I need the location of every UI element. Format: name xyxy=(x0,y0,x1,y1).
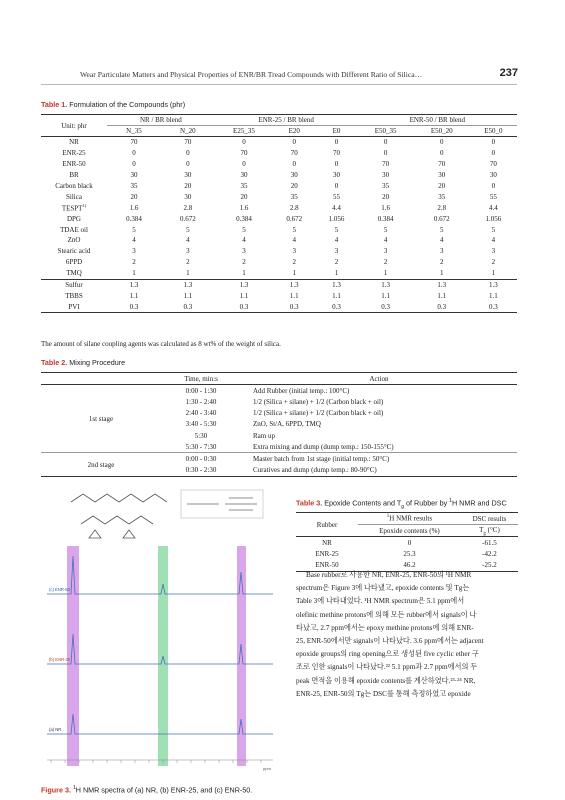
table-cell: 35 xyxy=(130,182,138,190)
table-cell: 4 xyxy=(292,236,296,245)
table-cell: 0 xyxy=(132,149,136,158)
paragraph-line: Table 3에 나타내었다. ¹H NMR spectrum은 5.1 ppm에서 xyxy=(296,597,465,606)
header-dsc: DSC results xyxy=(461,513,518,525)
row-label-text: ENR-25 xyxy=(62,149,86,158)
table-cell: 0 xyxy=(440,138,444,147)
row-label xyxy=(41,137,107,148)
table-cell: 3 xyxy=(292,247,296,256)
table-cell: 1.6 xyxy=(381,203,391,212)
group-header: ENR-25 / BR blend xyxy=(215,115,358,126)
x-axis-unit: ppm xyxy=(263,766,271,771)
tg-cell: -25.2 xyxy=(482,561,497,570)
table-cell: 0 xyxy=(334,182,339,190)
table-cell: 70 xyxy=(489,160,497,169)
column-header: E0 xyxy=(332,127,341,135)
table-cell: 0.672 xyxy=(433,214,450,223)
table-cell: 1.3 xyxy=(289,281,299,290)
row-label-text: Sulfur xyxy=(65,281,83,290)
row-label-text: 6PPD xyxy=(65,258,83,267)
action-cell: ZnO, St/A, 6PPD, TMQ xyxy=(253,420,321,429)
table-cell: 0 xyxy=(383,149,388,158)
nmr-figure xyxy=(41,484,279,777)
table-cell: 1.3 xyxy=(437,281,447,290)
table-cell: 0 xyxy=(491,182,496,190)
column-header: E50_20 xyxy=(430,127,453,135)
trace-label-a: (a) NR xyxy=(49,727,62,732)
page-number: 237 xyxy=(499,67,518,79)
table-cell: 2 xyxy=(292,258,296,267)
header-tg: $T_g$ (°C) xyxy=(479,525,500,536)
header-action: Action xyxy=(369,374,389,383)
row-label-text: ENR-50 xyxy=(62,160,86,169)
row-label xyxy=(41,170,107,181)
row-label xyxy=(41,279,107,290)
table1 xyxy=(41,114,517,313)
table-row xyxy=(41,181,517,192)
table-cell: 4 xyxy=(242,236,246,245)
table-cell: 5 xyxy=(440,225,444,234)
table-cell: 3 xyxy=(186,247,190,256)
table-cell: 0.3 xyxy=(239,302,249,311)
header-nmr: $^1$H NMR results xyxy=(358,513,461,525)
table-cell: 0 xyxy=(186,149,190,158)
action-cell: 1/2 (Silica + silane) + 1/2 (Carbon black + oil) xyxy=(253,409,384,418)
tg-cell: -42.2 xyxy=(482,550,497,559)
table-cell: 1.3 xyxy=(381,281,391,290)
group-header: NR / BR blend xyxy=(107,115,215,126)
row-label-text: TMQ xyxy=(66,269,82,278)
table-cell: 5 xyxy=(132,225,136,234)
header-epoxide: Epoxide contents (%) xyxy=(379,526,440,535)
row-label-text: ZnO xyxy=(67,236,81,245)
table-cell: 4 xyxy=(132,236,136,245)
table-cell: 20 xyxy=(438,182,446,190)
table-row xyxy=(41,268,517,279)
table-cell: 35 xyxy=(382,182,390,190)
table-row xyxy=(41,257,517,268)
row-label xyxy=(41,235,107,246)
table-cell: 1 xyxy=(491,269,496,278)
table2-caption: Table 2. Mixing Procedure xyxy=(41,358,126,367)
column-header: E20 xyxy=(288,127,300,135)
table-cell: 30 xyxy=(438,171,446,180)
table-cell: 0 xyxy=(292,160,296,169)
table-cell: 0.384 xyxy=(126,214,142,223)
table-cell: 30 xyxy=(184,171,192,180)
table-cell: 0 xyxy=(440,149,444,158)
row-label xyxy=(41,202,107,213)
table-row xyxy=(41,191,517,202)
table-cell: 1.056 xyxy=(328,214,345,223)
table-cell: 1.3 xyxy=(332,281,341,290)
header-time: Time, min:s xyxy=(184,374,218,383)
row-label xyxy=(41,268,107,279)
row-label xyxy=(41,301,107,312)
paragraph-line: 조로 인한 signals이 나타났다.²² 5.1 ppm과 2.7 ppm에서의 두 xyxy=(296,663,478,672)
table-cell: 4 xyxy=(491,236,496,245)
table-cell: 0.3 xyxy=(289,302,299,311)
table-cell: 5 xyxy=(334,225,339,234)
table-cell: 0 xyxy=(242,138,246,147)
table-cell: 0 xyxy=(132,160,136,169)
table-cell: 70 xyxy=(382,160,390,169)
row-label-text: Silica xyxy=(66,192,82,201)
time-cell: 0:00 - 0:30 xyxy=(185,454,217,463)
row-label xyxy=(41,213,107,224)
table-cell: 0 xyxy=(334,138,339,147)
row-label-text: Stearic acid xyxy=(57,247,91,256)
table-cell: 1.3 xyxy=(239,281,249,290)
table-cell: 0 xyxy=(383,138,388,147)
table-row xyxy=(41,290,517,301)
table-row xyxy=(41,279,517,290)
row-label-text: TDAE oil xyxy=(60,225,88,234)
column-header: E50_0 xyxy=(484,127,503,135)
table-cell: 0.3 xyxy=(489,302,498,311)
table-cell: 30 xyxy=(184,192,192,201)
table-cell: 2 xyxy=(186,258,190,267)
table-cell: 20 xyxy=(382,192,390,201)
table-row xyxy=(41,148,517,159)
table-cell: 70 xyxy=(332,149,340,158)
table-cell: 0 xyxy=(334,160,339,169)
trace-label-b: (b) ENR-25 xyxy=(49,657,71,662)
figure3-caption: Figure 3. $^1$H NMR spectra of (a) NR, (b) ENR-25, and (c) ENR-50. xyxy=(41,785,253,795)
row-label xyxy=(41,257,107,268)
table-cell: 1.3 xyxy=(129,281,139,290)
row-label xyxy=(41,148,107,159)
table-cell: 55 xyxy=(489,192,497,201)
body-paragraph xyxy=(296,569,517,701)
action-cell: 1/2 (Silica + silane) + 1/2 (Carbon black + oil) xyxy=(253,397,384,406)
row-label-footnote: 1) xyxy=(82,203,87,209)
time-cell: 5:30 - 7:30 xyxy=(185,442,217,451)
paragraph-line: spectrum은 Figure 3에 나타냈고, epoxide contents 및 Tg는 xyxy=(296,584,470,593)
table1-caption: Table 1. Formulation of the Compounds (phr) xyxy=(41,100,186,109)
table-cell: 1.1 xyxy=(183,291,193,300)
table-cell: 5 xyxy=(383,225,388,234)
table-cell: 2 xyxy=(383,258,388,267)
rubber-cell: NR xyxy=(322,538,332,547)
table-cell: 1.1 xyxy=(239,291,249,300)
paragraph-line: olefinic methine protons에 의해 모든 rubber에서 signals이 나 xyxy=(296,610,477,619)
row-label-text: DPG xyxy=(66,214,81,223)
group-header: ENR-50 / BR blend xyxy=(358,115,517,126)
table-cell: 30 xyxy=(382,171,390,180)
table-cell: 3 xyxy=(440,247,444,256)
paragraph-line: epoxide groups의 ring opening으로 생성된 five cyclic ether 구 xyxy=(296,650,479,659)
table-cell: 5 xyxy=(186,225,190,234)
table-cell: 1.1 xyxy=(381,291,391,300)
table-cell: 1 xyxy=(132,269,136,278)
table-cell: 2.8 xyxy=(437,203,447,212)
action-cell: Add Rubber (initial temp.: 100°C) xyxy=(253,386,350,395)
table-cell: 0.384 xyxy=(236,214,252,223)
table-cell: 1.6 xyxy=(129,203,139,212)
stage-label: 2nd stage xyxy=(87,460,115,469)
running-title: Wear Particulate Matters and Physical Properties of ENR/BR Tread Compounds with Different Ratio of Silica… xyxy=(80,70,423,79)
table-cell: 2 xyxy=(242,258,246,267)
table-cell: 3 xyxy=(383,247,388,256)
table-cell: 0 xyxy=(491,138,496,147)
row-label xyxy=(41,191,107,202)
table-cell: 0 xyxy=(186,160,190,169)
paragraph-line: 타났고, 2.7 ppm에서는 epoxy methine protons에 의해 ENR- xyxy=(296,623,474,632)
row-label xyxy=(41,290,107,301)
rubber-cell: ENR-50 xyxy=(315,561,339,570)
row-label xyxy=(41,224,107,235)
row-label-text: TESPT xyxy=(61,204,83,213)
table-cell: 30 xyxy=(489,171,497,180)
table-cell: 4 xyxy=(440,236,444,245)
table-cell: 3 xyxy=(491,247,496,256)
table-row xyxy=(41,213,517,224)
table-cell: 1 xyxy=(334,269,339,278)
table-cell: 2 xyxy=(334,258,339,267)
table-cell: 70 xyxy=(240,149,248,158)
table-cell: 2 xyxy=(491,258,496,267)
time-cell: 5:30 xyxy=(194,431,208,440)
table-cell: 4 xyxy=(186,236,190,245)
table3 xyxy=(296,512,518,572)
table-cell: 0.384 xyxy=(377,214,394,223)
action-cell: Ram up xyxy=(253,431,275,440)
table-cell: 0.3 xyxy=(437,302,447,311)
table-cell: 1.1 xyxy=(489,291,498,300)
table-row xyxy=(296,537,518,549)
table-cell: 1 xyxy=(292,269,296,278)
table-row xyxy=(41,137,517,148)
table-row xyxy=(41,385,517,397)
table-cell: 55 xyxy=(332,192,340,201)
epoxide-cell: 25.3 xyxy=(403,550,416,559)
trace-label-c: (c) ENR-50 xyxy=(49,587,70,592)
table-cell: 70 xyxy=(184,138,192,147)
table-cell: 30 xyxy=(290,171,298,180)
rubber-cell: ENR-25 xyxy=(315,550,339,559)
header-rule xyxy=(41,84,517,85)
table-cell: 1.3 xyxy=(489,281,498,290)
row-label xyxy=(41,181,107,192)
column-header: N_20 xyxy=(180,127,196,135)
table-cell: 4.4 xyxy=(332,203,341,212)
stage-label: 1st stage xyxy=(88,414,114,423)
time-cell: 3:40 - 5:30 xyxy=(185,420,217,429)
time-cell: 1:30 - 2:40 xyxy=(185,397,217,406)
row-label xyxy=(41,159,107,170)
table-cell: 35 xyxy=(290,192,298,201)
table-cell: 0.3 xyxy=(183,302,193,311)
table-cell: 2 xyxy=(440,258,444,267)
table-cell: 0.3 xyxy=(381,302,391,311)
table-cell: 70 xyxy=(290,149,298,158)
row-label-text: PVI xyxy=(68,302,80,311)
table-cell: 1.1 xyxy=(129,291,139,300)
olefin-band xyxy=(67,546,79,766)
paragraph-line: Base rubber로 사용한 NR, ENR-25, ENR-50의 ¹H NMR xyxy=(306,571,472,579)
table-cell: 20 xyxy=(290,182,298,190)
paragraph-line: peak 면적을 이용해 epoxide contents를 계산하였다.²³·²⁴ NR, xyxy=(296,676,476,685)
table-cell: 30 xyxy=(332,171,340,180)
header-rubber: Rubber xyxy=(296,513,358,537)
table-row xyxy=(41,453,517,465)
time-cell: 2:40 - 3:40 xyxy=(185,409,217,418)
table-cell: 70 xyxy=(438,160,446,169)
table-cell: 4 xyxy=(334,236,339,245)
table-cell: 1 xyxy=(242,269,246,278)
column-header: E25_35 xyxy=(233,127,255,135)
table-cell: 0 xyxy=(491,149,496,158)
table-cell: 3 xyxy=(132,247,136,256)
table-cell: 20 xyxy=(130,192,138,201)
table-cell: 30 xyxy=(130,171,138,180)
table-cell: 4 xyxy=(383,236,388,245)
table-cell: 5 xyxy=(242,225,246,234)
column-header: E50_35 xyxy=(374,127,397,135)
paragraph-line: 25, ENR-50에서만 signals이 나타났다. 3.6 ppm에서는 adjacent xyxy=(296,637,484,646)
table-cell: 0.3 xyxy=(129,302,139,311)
table-cell: 20 xyxy=(240,192,248,201)
table1-footnote: The amount of silane coupling agents was calculated as 8 wt% of the weight of silica. xyxy=(41,340,281,348)
action-cell: Curatives and dump (dump temp.: 80-90°C) xyxy=(253,466,377,475)
table-row xyxy=(41,224,517,235)
table-cell: 3 xyxy=(334,247,339,256)
paragraph-line: ENR-25, ENR-50의 Tg는 DSC를 통해 측정하였고 epoxide xyxy=(296,689,471,698)
table-cell: 1.1 xyxy=(332,291,341,300)
table-cell: 1 xyxy=(440,269,444,278)
table-cell: 3 xyxy=(242,247,246,256)
row-label-text: Carbon black xyxy=(55,182,93,190)
table-cell: 2 xyxy=(132,258,136,267)
row-label-text: TBBS xyxy=(65,291,83,300)
epoxide-cell: 46.2 xyxy=(403,561,416,570)
table-cell: 20 xyxy=(184,182,192,190)
table-row xyxy=(41,170,517,181)
tg-cell: -61.5 xyxy=(482,538,497,547)
table-cell: 1 xyxy=(383,269,388,278)
table-row xyxy=(41,301,517,312)
table-cell: 0.672 xyxy=(286,214,303,223)
table-cell: 1.6 xyxy=(239,203,249,212)
table3-caption: Table 3. Epoxide Contents and $T_g$ of Rubber by $^1$H NMR and DSC xyxy=(296,498,507,510)
table-cell: 1.1 xyxy=(289,291,299,300)
table-cell: 5 xyxy=(292,225,296,234)
column-header: N_35 xyxy=(126,127,142,135)
action-cell: Extra mixing and dump (dump temp.: 150-155°C) xyxy=(253,442,394,451)
table-row xyxy=(296,549,518,560)
table-cell: 35 xyxy=(240,182,248,190)
table-row xyxy=(41,202,517,213)
time-cell: 0:00 - 1:30 xyxy=(185,386,217,395)
action-cell: Master batch from 1st stage (initial temp.: 50°C) xyxy=(253,454,390,463)
table-cell: 1.1 xyxy=(437,291,447,300)
table-cell: 1.3 xyxy=(183,281,193,290)
row-label xyxy=(41,246,107,257)
table-cell: 0 xyxy=(292,138,296,147)
table-cell: 0 xyxy=(242,160,246,169)
table-cell: 2.8 xyxy=(289,203,299,212)
unit-label: Unit: phr xyxy=(61,121,87,130)
table-cell: 2.8 xyxy=(183,203,193,212)
table-cell: 1 xyxy=(186,269,190,278)
table-cell: 35 xyxy=(438,192,446,201)
table-cell: 4.4 xyxy=(489,203,498,212)
epoxide-cell: 0 xyxy=(407,538,412,547)
table2 xyxy=(41,372,517,477)
table-cell: 0.672 xyxy=(179,214,196,223)
table-cell: 30 xyxy=(240,171,248,180)
table-row xyxy=(41,159,517,170)
table-cell: 1.056 xyxy=(485,214,502,223)
row-label-text: BR xyxy=(69,171,79,180)
table-row xyxy=(41,246,517,257)
table-row xyxy=(41,235,517,246)
table-cell: 0.3 xyxy=(332,302,341,311)
nmr-spectra-svg xyxy=(41,484,279,777)
time-cell: 0:30 - 2:30 xyxy=(185,466,217,475)
table-cell: 70 xyxy=(130,138,138,147)
header-empty xyxy=(41,373,161,385)
row-label-text: NR xyxy=(69,138,79,147)
table-cell: 5 xyxy=(491,225,496,234)
